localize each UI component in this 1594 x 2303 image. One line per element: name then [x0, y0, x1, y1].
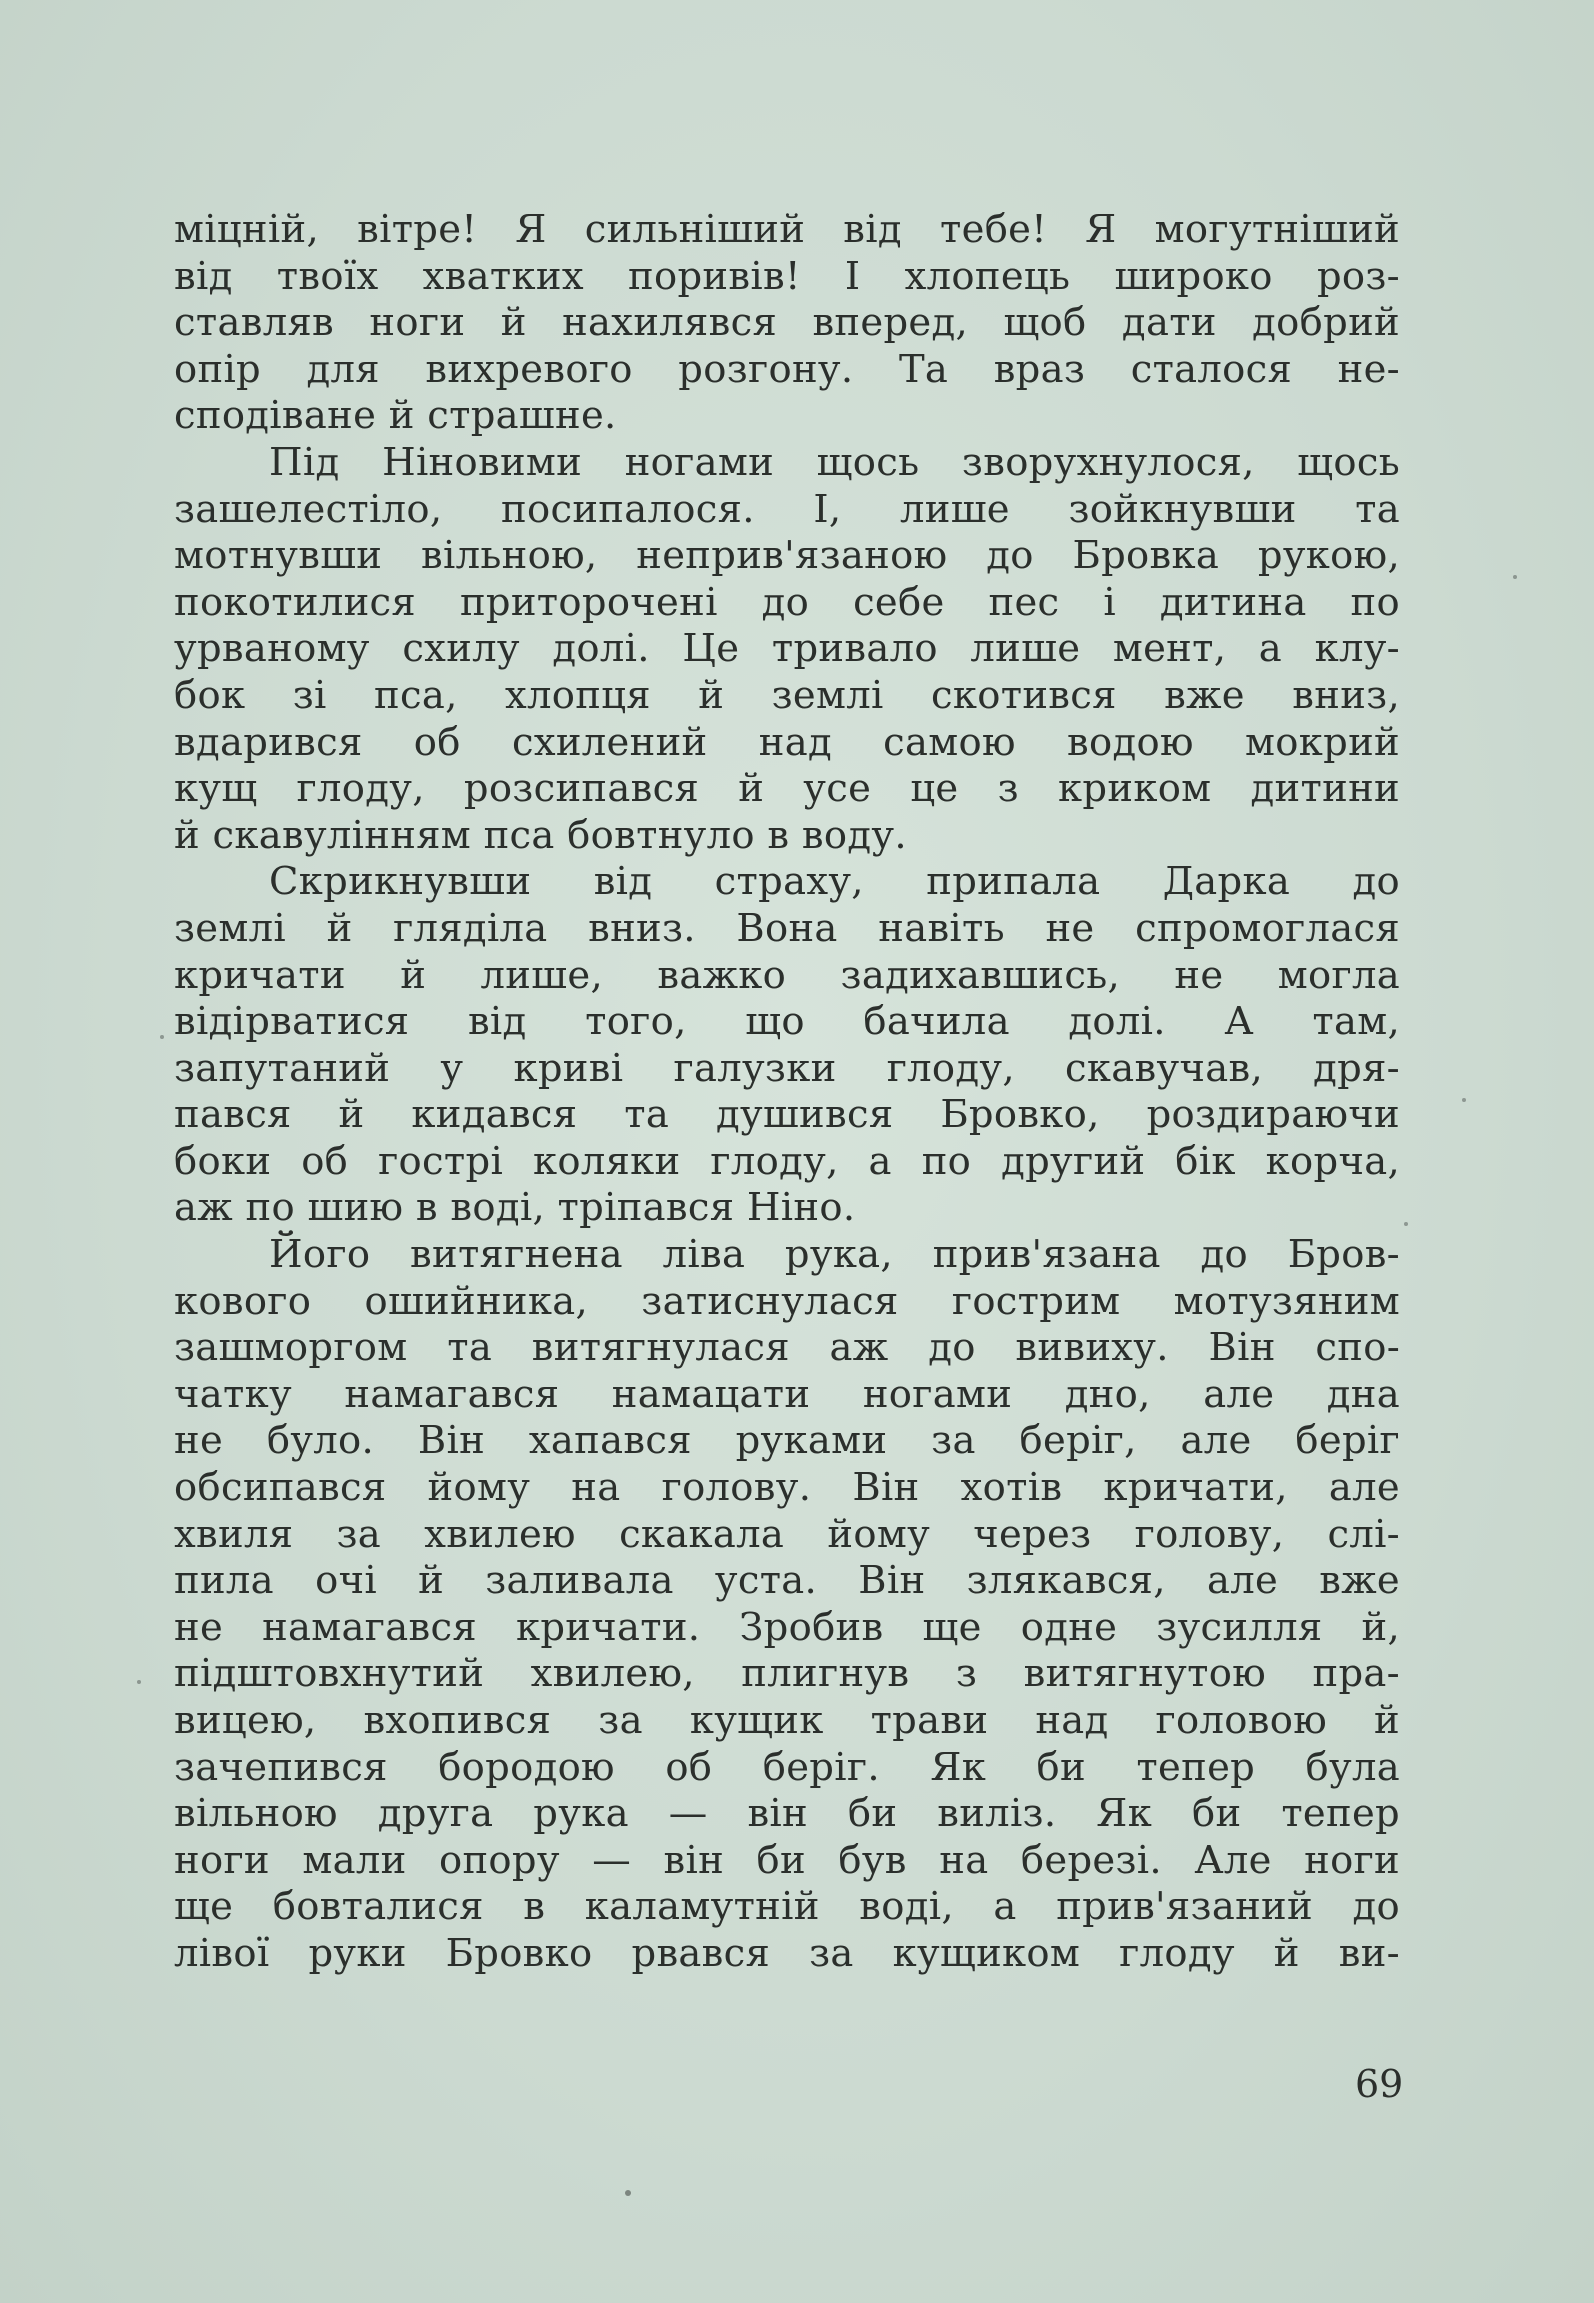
text-line: пався й кидався та душився Бровко, роздираючи: [174, 1092, 1400, 1138]
text-line: обсипався йому на голову. Він хотів кричати, але: [174, 1465, 1400, 1511]
text-line: ноги мали опору — він би був на березі. Але ноги: [174, 1837, 1400, 1883]
text-line: кущ глоду, розсипався й усе це з криком дитини: [174, 766, 1400, 812]
text-line: ставляв ноги й нахилявся вперед, щоб дати добрий: [174, 300, 1400, 346]
text-line: урваному схилу долі. Це тривало лише мент, а клу-: [174, 626, 1400, 672]
text-line: зашморгом та витягнулася аж до вивиху. Він спо-: [174, 1325, 1400, 1371]
text-line: боки об гострі коляки глоду, а по другий бік корча,: [174, 1138, 1400, 1184]
text-line: Його витягнена ліва рука, прив'язана до Бров-: [269, 1232, 1400, 1278]
paper-speck: [160, 1035, 164, 1039]
text-line: не намагався кричати. Зробив ще одне зусилля й,: [174, 1604, 1400, 1650]
text-line: запутаний у криві галузки глоду, скавучав, дря-: [174, 1045, 1400, 1091]
text-line: опір для вихревого розгону. Та враз сталося не-: [174, 346, 1400, 392]
body-text: [174, 207, 1400, 1978]
text-line: кового ошийника, затиснулася гострим мотузяним: [174, 1278, 1400, 1324]
text-line: кричати й лише, важко задихавшись, не могла: [174, 952, 1400, 998]
text-line: лівої руки Бровко рвався за кущиком глоду й ви-: [174, 1930, 1400, 1976]
paper-speck: [137, 1680, 141, 1684]
paper-speck: [1404, 1222, 1408, 1226]
paper-speck: [1462, 1098, 1466, 1102]
text-line: мотнувши вільною, неприв'язаною до Бровка рукою,: [174, 533, 1400, 579]
text-line: й скавулінням пса бовтнуло в воду.: [174, 812, 907, 858]
text-line: вицею, вхопився за кущик трави над головою й: [174, 1698, 1400, 1743]
page-number: 69: [1355, 2062, 1404, 2106]
text-line: від твоїх хватких поривів! І хлопець широко роз-: [174, 253, 1400, 299]
text-line: землі й гляділа вниз. Вона навіть не спромоглася: [174, 905, 1400, 951]
text-line: вільною друга рука — він би виліз. Як би тепер: [174, 1791, 1400, 1837]
text-line: ще бовталися в каламутній воді, а прив'язаний до: [174, 1884, 1400, 1930]
paper-speck: [625, 2190, 631, 2196]
paper-speck: [1513, 575, 1517, 579]
text-line: покотилися приторочені до себе пес і дитина по: [174, 579, 1400, 625]
text-line: відірватися від того, що бачила долі. А там,: [174, 999, 1400, 1045]
text-line: зашелестіло, посипалося. І, лише зойкнувши та: [174, 486, 1400, 532]
text-line: міцній, вітре! Я сильніший від тебе! Я могутніший: [174, 207, 1400, 252]
text-line: пила очі й заливала уста. Він злякався, але вже: [174, 1558, 1400, 1604]
text-line: підштовхнутий хвилею, плигнув з витягнутою пра-: [174, 1651, 1400, 1697]
text-line: зачепився бородою об беріг. Як би тепер була: [174, 1744, 1400, 1790]
text-line: сподіване й страшне.: [174, 393, 617, 439]
text-line: аж по шию в воді, тріпався Ніно.: [174, 1185, 856, 1231]
text-line: хвиля за хвилею скакала йому через голову, слі-: [174, 1511, 1400, 1557]
text-line: Під Ніновими ногами щось зворухнулося, щось: [269, 439, 1400, 485]
text-line: чатку намагався намацати ногами дно, але дна: [174, 1371, 1400, 1417]
text-line: не було. Він хапався руками за беріг, але беріг: [174, 1418, 1400, 1464]
text-line: бок зі пса, хлопця й землі скотився вже вниз,: [174, 672, 1400, 718]
text-line: Скрикнувши від страху, припала Дарка до: [269, 859, 1400, 905]
text-line: вдарився об схилений над самою водою мокрий: [174, 719, 1400, 765]
